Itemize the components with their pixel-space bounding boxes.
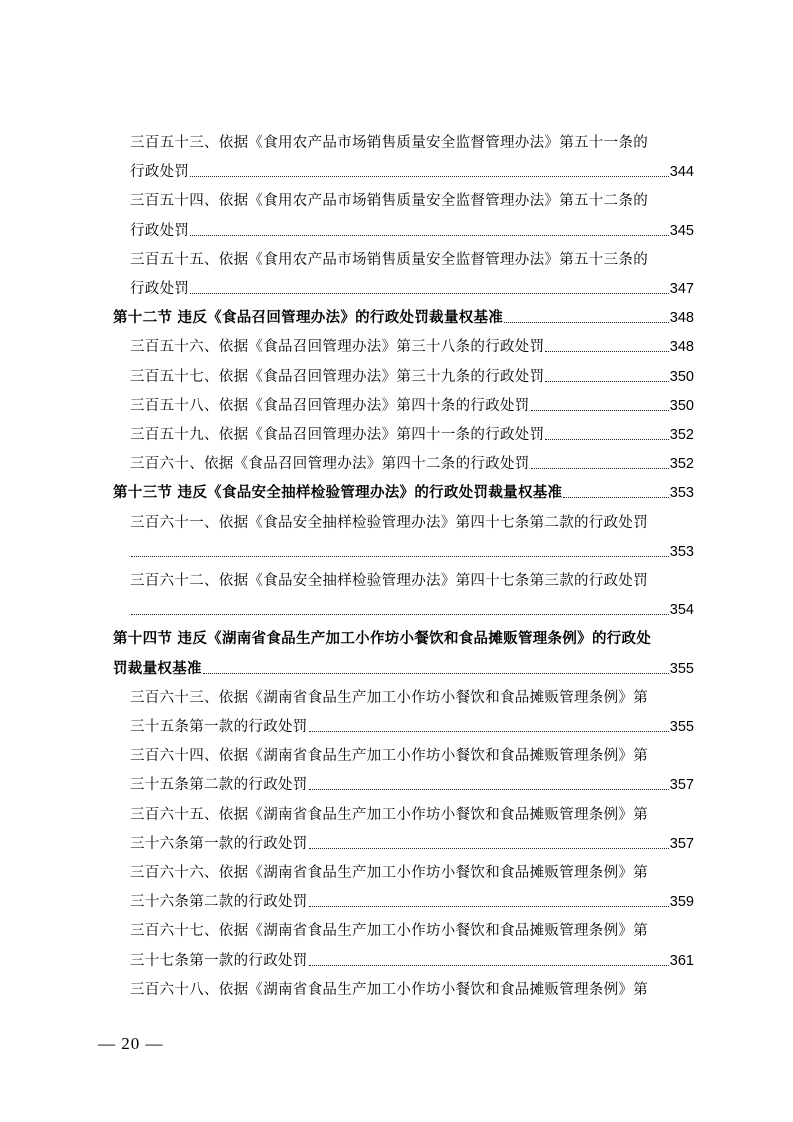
toc-entry-text: 第十二节 违反《食品召回管理办法》的行政处罚裁量权基准 [113,310,504,327]
toc-page-number: 352 [669,456,694,473]
leader-dots [190,235,669,236]
toc-entry-text: 三百五十六、依据《食品召回管理办法》第三十八条的行政处罚 [130,339,545,356]
leader-dots [545,439,668,440]
toc-page-number: 348 [669,339,694,356]
toc-entry-text: 三百六十一、依据《食品安全抽样检验管理办法》第四十七条第二款的行政处罚 [130,514,648,531]
toc-entry[interactable] [130,795,694,825]
leader-dots [309,906,669,907]
toc-entry-text: 三百五十八、依据《食品召回管理办法》第四十条的行政处罚 [130,397,530,414]
leader-dots [545,351,668,352]
toc-entry[interactable] [130,824,694,854]
toc-entry-text: 三百五十三、依据《食用农产品市场销售质量安全监督管理办法》第五十一条的 [130,135,648,151]
toc-entry[interactable] [130,269,694,299]
toc-entry[interactable] [130,327,694,357]
toc-page-number: 355 [669,660,694,677]
toc-entry[interactable] [130,736,694,766]
toc-entry-text: 三十六条第一款的行政处罚 [130,835,308,852]
toc-page-number: 345 [669,222,694,239]
toc-entry[interactable] [130,590,694,620]
leader-dots [531,468,669,469]
toc-entry[interactable] [130,503,694,533]
leader-dots [545,381,668,382]
leader-dots [190,176,669,177]
toc-entry-text: 三百五十五、依据《食用农产品市场销售质量安全监督管理办法》第五十三条的 [130,251,648,268]
toc-page-number: 350 [669,397,694,414]
toc-entry[interactable] [130,211,694,241]
toc-page-number: 361 [669,952,694,969]
toc-entry[interactable] [130,853,694,883]
toc-entry-text: 三百六十五、依据《湖南省食品生产加工小作坊小餐饮和食品摊贩管理条例》第 [130,806,648,823]
toc-entry[interactable] [130,444,694,474]
leader-dots [203,673,669,674]
toc-entry-text: 三十七条第一款的行政处罚 [130,952,308,969]
leader-dots [531,410,669,411]
toc-entry[interactable] [130,240,694,270]
leader-dots [131,556,669,557]
toc-entry[interactable] [130,882,694,912]
toc-entry-text: 三百六十、依据《食品召回管理办法》第四十二条的行政处罚 [130,456,530,473]
toc-entry-text: 三十五条第一款的行政处罚 [130,719,308,735]
leader-dots [131,614,669,615]
toc-entry-text: 第十三节 违反《食品安全抽样检验管理办法》的行政处罚裁量权基准 [113,485,563,502]
toc-page-number: 353 [669,543,694,560]
toc-page-number: 357 [669,777,694,794]
leader-dots [309,731,669,732]
toc-page-number: 357 [669,835,694,852]
toc-entry[interactable] [130,911,694,941]
toc-page-number: 355 [669,719,694,735]
toc-entry[interactable] [130,707,694,737]
toc-entry[interactable] [130,386,694,416]
toc-entry[interactable] [130,415,694,445]
toc-entry-text: 三百五十七、依据《食品召回管理办法》第三十九条的行政处罚 [130,368,545,385]
toc-entry-text: 罚裁量权基准 [113,660,202,677]
toc-page-number: 352 [669,427,694,443]
toc-entry[interactable] [130,357,694,387]
toc-section-entry[interactable] [113,298,694,328]
toc-section-entry[interactable] [113,619,694,649]
toc-page-number: 359 [669,894,694,911]
leader-dots [309,965,669,966]
toc-page-number: 353 [669,485,694,502]
toc-entry-text: 三百六十四、依据《湖南省食品生产加工小作坊小餐饮和食品摊贩管理条例》第 [130,748,648,765]
toc-page-number: 344 [669,164,694,181]
toc-entry-text: 三百五十九、依据《食品召回管理办法》第四十一条的行政处罚 [130,427,545,443]
toc-entry-text: 三百六十六、依据《湖南省食品生产加工小作坊小餐饮和食品摊贩管理条例》第 [130,865,648,881]
leader-dots [190,293,669,294]
toc-entry-text: 行政处罚 [130,164,190,181]
toc-page-number: 347 [669,281,694,297]
toc-entry[interactable] [130,181,694,211]
toc-entry[interactable] [130,970,694,1000]
toc-entry[interactable] [130,123,694,153]
leader-dots [504,322,669,323]
toc-entry[interactable] [130,765,694,795]
toc-section-entry[interactable] [113,649,694,679]
toc-entry-text: 行政处罚 [130,222,190,239]
toc-entry-text: 三百六十二、依据《食品安全抽样检验管理办法》第四十七条第三款的行政处罚 [130,573,648,589]
toc-page-number: 350 [669,368,694,385]
leader-dots [563,497,668,498]
toc-entry-text: 三百五十四、依据《食用农产品市场销售质量安全监督管理办法》第五十二条的 [130,193,648,210]
toc-page-number: 354 [669,602,694,619]
leader-dots [309,848,669,849]
toc-entry[interactable] [130,941,694,971]
page-number-footer: — 20 — [98,1034,164,1053]
toc-entry-text: 三百六十三、依据《湖南省食品生产加工小作坊小餐饮和食品摊贩管理条例》第 [130,689,648,706]
toc-section-entry[interactable] [113,473,694,503]
toc-entry-text: 三十六条第二款的行政处罚 [130,894,308,911]
toc-entry[interactable] [130,152,694,182]
toc-entry[interactable] [130,532,694,562]
toc-entry-text: 三百六十八、依据《湖南省食品生产加工小作坊小餐饮和食品摊贩管理条例》第 [130,981,648,998]
toc-entry[interactable] [130,678,694,708]
toc-page-number: 348 [669,310,694,327]
toc-entry[interactable] [130,561,694,591]
toc-entry-text: 三百六十七、依据《湖南省食品生产加工小作坊小餐饮和食品摊贩管理条例》第 [130,923,648,940]
toc-entry-text: 行政处罚 [130,281,190,297]
leader-dots [309,789,669,790]
toc-entry-text: 三十五条第二款的行政处罚 [130,777,308,794]
toc-entry-text: 第十四节 违反《湖南省食品生产加工小作坊小餐饮和食品摊贩管理条例》的行政处 [113,631,652,648]
